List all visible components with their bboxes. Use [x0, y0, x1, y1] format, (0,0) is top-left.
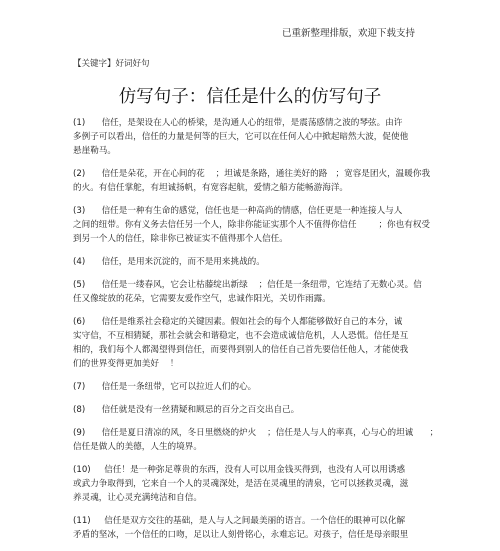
paragraph-line: (4) 信任，是用来沉淀的，而不是用来挑战的。 — [73, 257, 265, 267]
paragraph-line: 相的，我们每个人都渴望得到信任，而要得到别人的信任自己首先要信任他人，才能使我 — [73, 345, 409, 355]
paragraph-line: (5) 信任是一缕春风，它会让枯藤绽出新绿 ；信任是一条纽带，它连结了无数心灵。信 — [73, 280, 422, 290]
paragraph-line: (7) 信任是一条纽带，它可以拉近人们的心。 — [73, 382, 257, 392]
paragraph-line: 矛盾的坚冰，一个信任的口吻，足以让人刻骨铭心，永难忘记。对孩子，信任是母亲眼里 — [73, 530, 409, 540]
paragraph-line: (10) 信任！是一种弥足尊贵的东西，没有人可以用金钱买得到，也没有人可以用诱惑 — [73, 465, 406, 475]
paragraph-3 — [73, 204, 433, 246]
header-note: 已重新整理排版，欢迎下载支持 — [281, 28, 415, 39]
paragraph-line: 之间的纽带。你有义务去信任另一个人，除非你能证实那个人不值得你信任 ；你也有权受 — [73, 220, 431, 230]
paragraph-line: 到另一个人的信任，除非你已被证实不值得那个人信任。 — [73, 234, 288, 244]
paragraph-line: (3) 信任是一种有生命的感觉，信任也是一种高尚的情感，信任更是一种连接人与人 — [73, 206, 403, 216]
paragraph-line: (6) 信任是维系社会稳定的关键因素。假如社会的每个人都能够做好自己的本分，诚 — [73, 317, 403, 327]
paragraph-line: 信任是做人的美德，人生的境界。 — [73, 442, 202, 452]
paragraph-6 — [73, 315, 433, 371]
paragraph-5 — [73, 278, 433, 306]
paragraph-11 — [73, 514, 433, 542]
paragraph-line: 们的世界变得更加美好 ！ — [73, 359, 179, 369]
paragraph-line: 实守信，不互相猜疑，那社会就会和谐稳定，也不会造成诚信危机，人人恐慌。信任是互 — [73, 331, 409, 341]
paragraph-line: (8) 信任就是没有一丝猜疑和顾忌的百分之百交出自己。 — [73, 405, 300, 415]
paragraph-7 — [73, 380, 433, 394]
paragraph-line: 悬崖勒马。 — [73, 146, 116, 156]
paragraph-4 — [73, 255, 433, 269]
paragraph-line: (2) 信任是朵花，开在心间的花 ；坦诚是条路，通往美好的路 ；宽容是团火，温暖你我 — [73, 169, 431, 179]
paragraph-line: 或武力争取得到，它来自一个人的灵魂深处，是活在灵魂里的清泉，它可以拯救灵魂，滋 — [73, 479, 409, 489]
paragraph-line: 的火。有信任掌舵，有坦诚扬帆，有宽容起航，爱情之船方能畅游海洋。 — [73, 183, 349, 193]
paragraph-8 — [73, 403, 433, 417]
paragraph-10 — [73, 463, 433, 505]
paragraph-line: 多例子可以看出，信任的力量是何等的巨大，它可以在任何人心中掀起暗然大波，促使他 — [73, 132, 409, 142]
paragraph-line: (9) 信任是夏日清凉的风，冬日里燃烧的炉火 ；信任是人与人的率真，心与心的坦诚 ； — [73, 428, 439, 438]
paragraph-2 — [73, 167, 433, 195]
paragraph-line: (11) 信任是双方交往的基础，是人与人之间最美丽的语言。一个信任的眼神可以化解 — [73, 516, 406, 526]
page-title: 仿写句子：信任是什么的仿写句子 — [118, 87, 382, 107]
paragraph-9 — [73, 426, 439, 454]
document-body — [73, 116, 439, 551]
paragraph-line: 养灵魂，让心灵充满纯洁和自信。 — [73, 493, 202, 503]
paragraph-1 — [73, 116, 433, 158]
keyword-line: 【关键字】好词好句 — [73, 59, 150, 69]
paragraph-line: 任又像绽放的花朵，它需要友爱作空气，忠诚作阳光，关切作雨露。 — [73, 294, 331, 304]
paragraph-line: (1) 信任，是架设在人心的桥梁，是沟通人心的纽带，是震荡感情之波的琴弦。由许 — [73, 118, 403, 128]
